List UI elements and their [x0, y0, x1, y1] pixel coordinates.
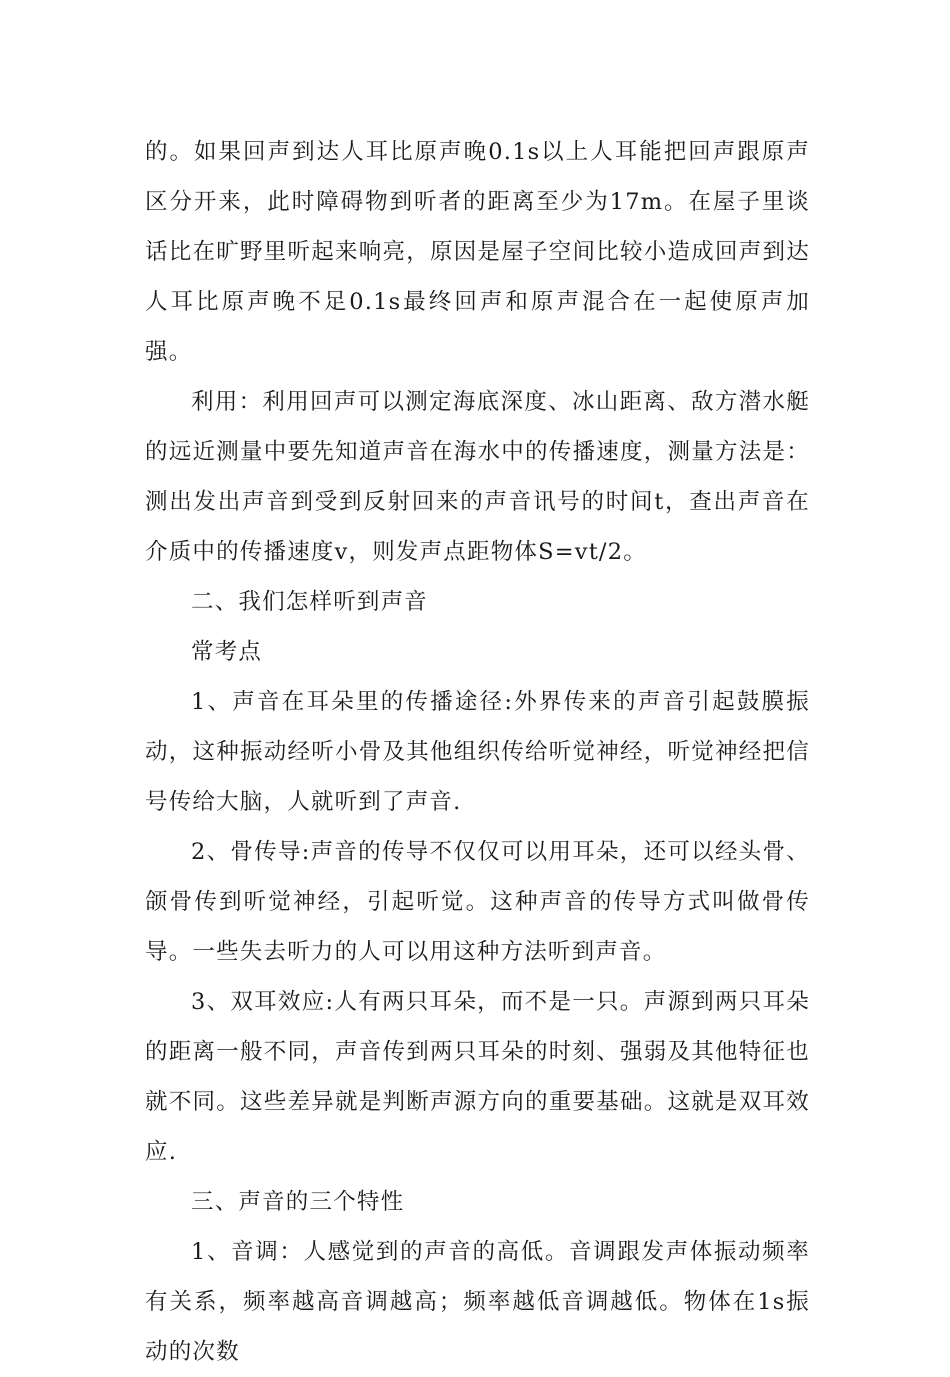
- section-heading-how-we-hear: 二、我们怎样听到声音: [191, 589, 429, 615]
- paragraph-binaural-effect: 3、双耳效应:人有两只耳朵，而不是一只。声源到两只耳朵的距离一般不同，声音传到两只耳朵的时刻、强弱及其他特征也就不同。这些差异就是判断声源方向的重要基础。这就是双耳效应.: [145, 989, 810, 1165]
- paragraph-echo-uses: 利用：利用回声可以测定海底深度、冰山距离、敌方潜水艇的远近测量中要先知道声音在海水中的传播速度，测量方法是：测出发出声音到受到反射回来的声音讯号的时间t，查出声音在介质中的传播速度v，则发声点距物体S=vt/2。: [145, 389, 810, 565]
- paragraph-echo-continuation: 的。如果回声到达人耳比原声晚0.1s以上人耳能把回声跟原声区分开来，此时障碍物到听者的距离至少为17m。在屋子里谈话比在旷野里听起来响亮，原因是屋子空间比较小造成回声到达人耳比原声晚不足0.1s最终回声和原声混合在一起使原声加强。: [145, 139, 810, 365]
- paragraph-pitch: 1、音调：人感觉到的声音的高低。音调跟发声体振动频率有关系，频率越高音调越高；频率越低音调越低。物体在1s振动的次数: [145, 1239, 810, 1365]
- paragraph-ear-pathway: 1、声音在耳朵里的传播途径:外界传来的声音引起鼓膜振动，这种振动经听小骨及其他组织传给听觉神经，听觉神经把信号传给大脑，人就听到了声音.: [145, 689, 810, 815]
- section-heading-three-properties: 三、声音的三个特性: [191, 1189, 405, 1215]
- paragraph-bone-conduction: 2、骨传导:声音的传导不仅仅可以用耳朵，还可以经头骨、颌骨传到听觉神经，引起听觉。这种声音的传导方式叫做骨传导。一些失去听力的人可以用这种方法听到声音。: [145, 839, 810, 965]
- document-body: [145, 127, 810, 1377]
- subheading-key-points: 常考点: [191, 639, 263, 665]
